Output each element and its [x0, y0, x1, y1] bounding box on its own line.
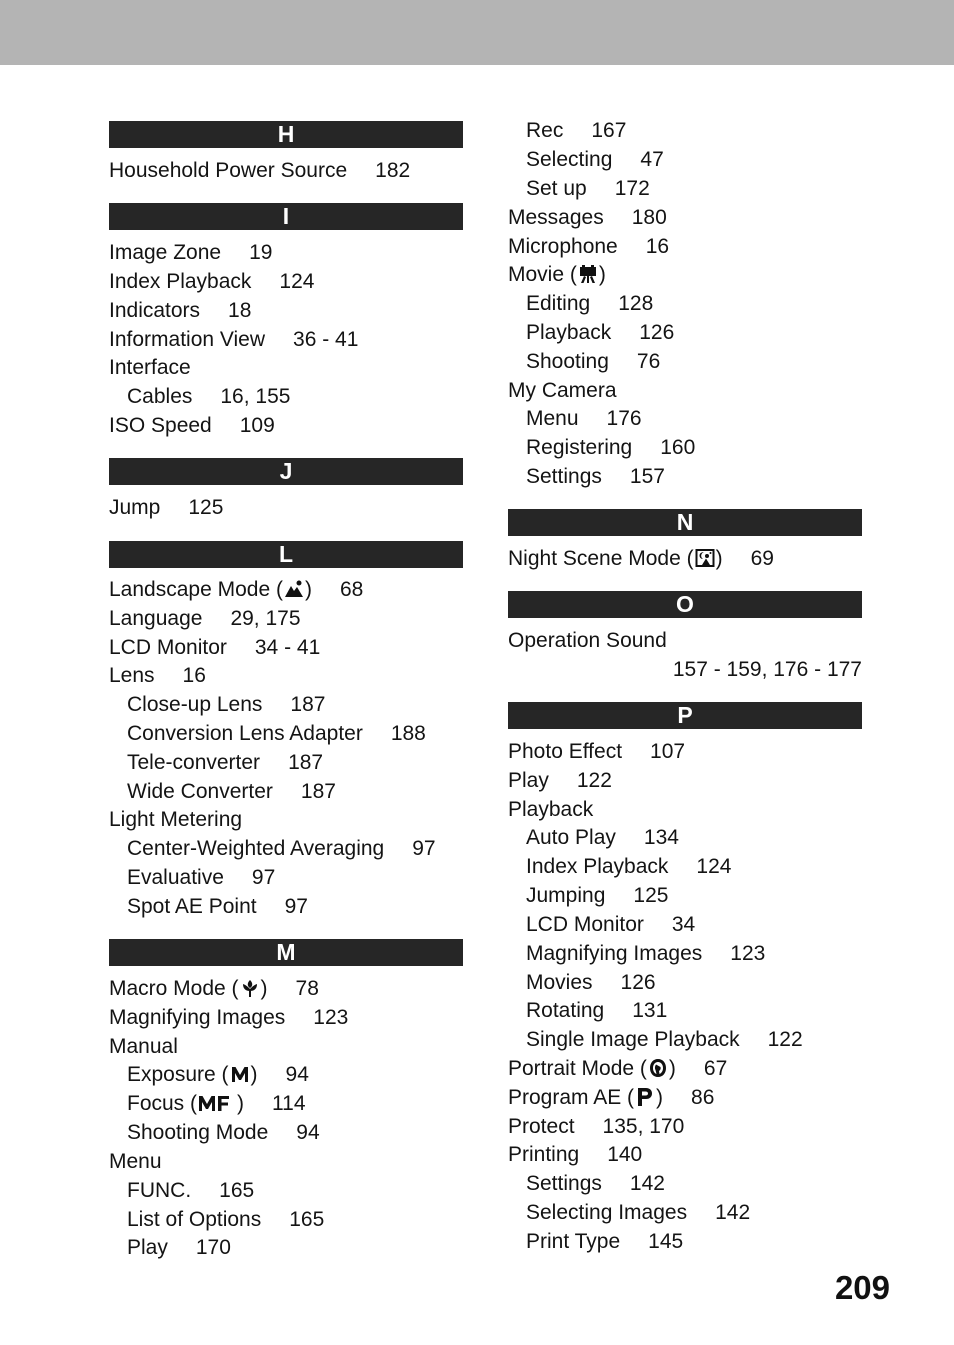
- entry-pages: 170: [195, 1236, 231, 1259]
- index-subentry: [526, 462, 665, 491]
- entry-term: Playback: [508, 798, 594, 821]
- entry-term: Spot AE Point: [127, 895, 257, 918]
- entry-pages: 97: [251, 866, 276, 889]
- index-entry: [109, 1147, 162, 1176]
- section-header-j: J: [109, 458, 463, 485]
- entry-term: Selecting: [526, 148, 613, 171]
- entry-pages: 97: [412, 837, 436, 860]
- entry-pages: 160: [660, 436, 696, 459]
- section-header-l: L: [109, 541, 463, 568]
- index-entry: [508, 626, 667, 655]
- index-entry: [109, 805, 242, 834]
- night-scene-icon: [695, 548, 715, 568]
- entry-term: Close-up Lens: [127, 693, 263, 716]
- index-subentry: [526, 145, 664, 174]
- entry-pages: 142: [629, 1172, 665, 1195]
- entry-pages: 134: [643, 826, 679, 849]
- entry-pages: 122: [767, 1028, 803, 1051]
- entry-term: Movies: [526, 971, 593, 994]
- index-entry: [508, 737, 685, 766]
- index-entry: [508, 232, 669, 261]
- index-entry: [508, 1054, 727, 1083]
- entry-pages: 76: [636, 350, 661, 373]
- index-entry: [109, 493, 223, 522]
- index-subentry: [526, 910, 695, 939]
- entry-term: Shooting: [526, 350, 609, 373]
- entry-pages: 157: [629, 465, 665, 488]
- header-band: [0, 0, 954, 65]
- entry-pages: 125: [188, 496, 224, 519]
- entry-term: Magnifying Images: [109, 1006, 286, 1029]
- entry-pages: 109: [239, 414, 275, 437]
- entry-pages: 68: [339, 578, 364, 601]
- entry-term: Photo Effect: [508, 740, 623, 763]
- entry-term: Household Power Source: [109, 159, 348, 182]
- entry-pages: 131: [632, 999, 668, 1022]
- entry-pages: 187: [300, 780, 336, 803]
- entry-pages: 126: [639, 321, 675, 344]
- entry-term-close: ): [304, 578, 312, 601]
- entry-pages: 123: [730, 942, 766, 965]
- entry-term: Portrait Mode (: [508, 1057, 647, 1080]
- entry-pages: 188: [390, 722, 426, 745]
- index-subentry: [526, 968, 656, 997]
- index-subentry: [127, 748, 323, 777]
- entry-term: Cables: [127, 385, 193, 408]
- index-subentry: [127, 777, 336, 806]
- entry-pages: 123: [313, 1006, 349, 1029]
- entry-pages: 187: [290, 693, 326, 716]
- entry-pages: 18: [228, 299, 252, 322]
- entry-pages: 34: [671, 913, 696, 936]
- section-header-i: I: [109, 203, 463, 230]
- program-p-icon: [635, 1087, 655, 1107]
- entry-pages: 140: [607, 1143, 643, 1166]
- entry-pages: 114: [272, 1092, 306, 1115]
- entry-term: Index Playback: [109, 270, 252, 293]
- entry-term: Play: [508, 769, 549, 792]
- manual-m-icon: [230, 1064, 250, 1084]
- index-entry: [508, 376, 617, 405]
- entry-term: List of Options: [127, 1208, 262, 1231]
- index-entry: [109, 411, 275, 440]
- entry-term: Language: [109, 607, 203, 630]
- entry-term: Landscape Mode (: [109, 578, 283, 601]
- entry-pages: 34 - 41: [254, 636, 321, 659]
- index-subentry: [127, 719, 426, 748]
- entry-pages: 78: [295, 977, 319, 1000]
- entry-pages: 180: [631, 206, 667, 229]
- entry-pages: 47: [640, 148, 664, 171]
- entry-term: Magnifying Images: [526, 942, 703, 965]
- entry-term-close: ): [250, 1063, 258, 1086]
- index-subentry: [526, 823, 679, 852]
- entry-term-close: ): [715, 547, 723, 570]
- manual-focus-mf-icon: [198, 1093, 236, 1113]
- entry-term: Menu: [109, 1150, 162, 1173]
- entry-term: Light Metering: [109, 808, 243, 831]
- section-header-o: O: [508, 591, 862, 618]
- index-subentry: [526, 1227, 683, 1256]
- index-entry: [508, 1140, 642, 1169]
- entry-pages: 167: [591, 119, 627, 142]
- index-entry: [109, 974, 319, 1003]
- entry-term: Protect: [508, 1115, 575, 1138]
- movie-camera-icon: [578, 264, 598, 284]
- entry-term-close: ): [598, 263, 606, 286]
- entry-term: Shooting Mode: [127, 1121, 269, 1144]
- entry-pages: 29, 175: [230, 607, 301, 630]
- index-subentry: [526, 318, 674, 347]
- entry-pages: 16: [645, 235, 670, 258]
- entry-term: Lens: [109, 664, 155, 687]
- entry-term: Interface: [109, 356, 191, 379]
- index-subentry: [526, 1198, 750, 1227]
- index-entry: [109, 575, 363, 604]
- index-entry: [508, 795, 593, 824]
- index-subentry: [127, 863, 275, 892]
- entry-term: ISO Speed: [109, 414, 212, 437]
- index-entry: [109, 1032, 178, 1061]
- index-subentry: [526, 881, 668, 910]
- entry-pages: 135, 170: [602, 1115, 685, 1138]
- index-entry: [508, 1083, 714, 1112]
- index-subentry: [526, 996, 667, 1025]
- index-subentry: [526, 404, 642, 433]
- entry-term-close: ): [237, 1092, 245, 1115]
- index-entry: [109, 661, 206, 690]
- index-entry: [109, 1003, 348, 1032]
- entry-term: Jump: [109, 496, 161, 519]
- entry-term: Manual: [109, 1035, 178, 1058]
- entry-term: Conversion Lens Adapter: [127, 722, 363, 745]
- entry-term: Printing: [508, 1143, 580, 1166]
- index-subentry: [127, 1176, 254, 1205]
- entry-pages: 86: [691, 1086, 715, 1109]
- index-entry: [508, 260, 606, 289]
- index-entry: [109, 633, 320, 662]
- entry-pages: 145: [648, 1230, 684, 1253]
- index-entry-pages-continued: [673, 655, 862, 684]
- entry-term: Playback: [526, 321, 612, 344]
- index-subentry: [127, 834, 436, 863]
- entry-pages: 67: [703, 1057, 728, 1080]
- section-header-p: P: [508, 702, 862, 729]
- entry-pages: 107: [650, 740, 686, 763]
- entry-term: Macro Mode (: [109, 977, 239, 1000]
- entry-pages: 97: [284, 895, 308, 918]
- index-subentry: [526, 174, 650, 203]
- entry-pages: 122: [576, 769, 612, 792]
- entry-pages: 94: [296, 1121, 320, 1144]
- entry-term: LCD Monitor: [109, 636, 227, 659]
- entry-term: Settings: [526, 1172, 602, 1195]
- entry-term: FUNC.: [127, 1179, 192, 1202]
- entry-term: Indicators: [109, 299, 201, 322]
- index-entry: [508, 1112, 684, 1141]
- index-subentry: [127, 1118, 320, 1147]
- entry-pages: 36 - 41: [293, 328, 359, 351]
- index-subentry: [526, 1025, 803, 1054]
- section-header-h: H: [109, 121, 463, 148]
- index-entry: [508, 544, 774, 573]
- index-subentry: [526, 1169, 665, 1198]
- entry-pages: 16, 155: [220, 385, 291, 408]
- entry-term: Center-Weighted Averaging: [127, 837, 385, 860]
- entry-term: Evaluative: [127, 866, 224, 889]
- entry-pages: 125: [633, 884, 669, 907]
- entry-term: Settings: [526, 465, 602, 488]
- index-subentry: [127, 382, 290, 411]
- index-subentry: [127, 1089, 306, 1118]
- entry-term: Information View: [109, 328, 266, 351]
- entry-term: Messages: [508, 206, 604, 229]
- entry-term: Editing: [526, 292, 591, 315]
- section-header-n: N: [508, 509, 862, 536]
- entry-term-close: ): [668, 1057, 676, 1080]
- entry-term: My Camera: [508, 379, 617, 402]
- entry-pages: 187: [288, 751, 324, 774]
- index-entry: [109, 296, 251, 325]
- portrait-icon: [648, 1058, 668, 1078]
- section-header-m: M: [109, 939, 463, 966]
- index-subentry: [526, 289, 653, 318]
- entry-term: Program AE (: [508, 1086, 635, 1109]
- entry-pages: 165: [289, 1208, 325, 1231]
- entry-pages: 176: [606, 407, 642, 430]
- entry-term: Tele-converter: [127, 751, 261, 774]
- entry-term: Index Playback: [526, 855, 669, 878]
- index-subentry: [526, 852, 731, 881]
- index-subentry: [526, 939, 765, 968]
- entry-term-close: ): [260, 977, 268, 1000]
- entry-term: Jumping: [526, 884, 606, 907]
- index-entry: [109, 604, 301, 633]
- entry-pages: 94: [285, 1063, 309, 1086]
- index-subentry: [526, 433, 695, 462]
- index-entry: [508, 203, 667, 232]
- entry-term: Rotating: [526, 999, 605, 1022]
- index-subentry: [526, 116, 626, 145]
- entry-term: Set up: [526, 177, 587, 200]
- entry-term: Selecting Images: [526, 1201, 688, 1224]
- index-subentry: [526, 347, 660, 376]
- entry-term: Movie (: [508, 263, 577, 286]
- entry-pages: 182: [375, 159, 411, 182]
- entry-term: Microphone: [508, 235, 618, 258]
- index-entry: [508, 766, 612, 795]
- entry-pages: 16: [182, 664, 206, 687]
- entry-term: Single Image Playback: [526, 1028, 740, 1051]
- entry-term: Registering: [526, 436, 633, 459]
- entry-pages: 172: [614, 177, 650, 200]
- macro-flower-icon: [240, 978, 260, 998]
- index-subentry: [127, 690, 325, 719]
- entry-pages: 157 - 159, 176 - 177: [672, 658, 862, 681]
- index-entry: [109, 353, 191, 382]
- index-entry: [109, 325, 358, 354]
- entry-pages: 142: [715, 1201, 751, 1224]
- entry-term: Auto Play: [526, 826, 616, 849]
- index-subentry: [127, 1060, 309, 1089]
- entry-pages: 128: [618, 292, 654, 315]
- entry-term: Image Zone: [109, 241, 222, 264]
- index-entry: [109, 267, 314, 296]
- landscape-icon: [284, 579, 304, 599]
- entry-pages: 165: [219, 1179, 255, 1202]
- entry-term: Play: [127, 1236, 168, 1259]
- page-number: 209: [834, 1269, 890, 1306]
- entry-pages: 124: [696, 855, 732, 878]
- entry-term: Menu: [526, 407, 579, 430]
- entry-term: Rec: [526, 119, 564, 142]
- entry-term: Operation Sound: [508, 629, 667, 652]
- entry-pages: 69: [750, 547, 774, 570]
- entry-term: Wide Converter: [127, 780, 273, 803]
- entry-pages: 19: [249, 241, 273, 264]
- index-subentry: [127, 892, 308, 921]
- entry-term: Focus (: [127, 1092, 198, 1115]
- index-entry: [109, 156, 410, 185]
- entry-term: Print Type: [526, 1230, 621, 1253]
- entry-term: LCD Monitor: [526, 913, 644, 936]
- entry-term: Exposure (: [127, 1063, 229, 1086]
- entry-term-close: ): [656, 1086, 664, 1109]
- index-subentry: [127, 1205, 324, 1234]
- entry-pages: 124: [279, 270, 315, 293]
- entry-pages: 126: [620, 971, 656, 994]
- entry-term: Night Scene Mode (: [508, 547, 694, 570]
- index-subentry: [127, 1233, 231, 1262]
- index-entry: [109, 238, 272, 267]
